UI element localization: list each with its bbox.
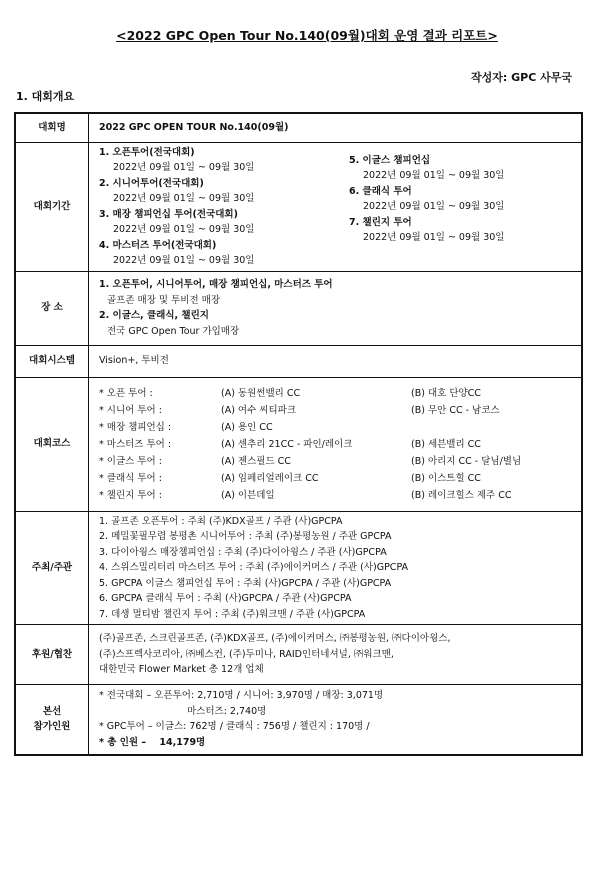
participants-line: * 전국대회 – 오픈투어: 2,710명 / 시니어: 3,970명 / 매장: 3,071명 (99, 690, 384, 702)
period-item-date: 2022년 09월 01일 ~ 09월 30일 (363, 201, 505, 212)
period-item-date: 2022년 09월 01일 ~ 09월 30일 (363, 232, 505, 243)
row-participants (15, 685, 582, 755)
label-period: 대회기간 (15, 142, 89, 271)
period-item-title: 6. 클래식 투어 (349, 185, 412, 197)
period-item-title: 1. 오픈투어(전국대회) (99, 146, 195, 158)
place-title: 1. 오픈투어, 시니어투어, 매장 챔피언십, 마스터즈 투어 (99, 279, 333, 290)
value-host (89, 511, 583, 625)
row-period (15, 142, 582, 271)
course-line: * 매장 챔피언십 : (A) 용인 CC (99, 421, 273, 433)
course-line: * 이글스 투어 : (A) 젠스필드 CC (B) 아리지 CC - 달님/별님 (99, 455, 522, 467)
course-line: * 챌린지 투어 : (A) 이븐데일 (B) 레이크힐스 제주 CC (99, 489, 512, 501)
period-item-date: 2022년 09월 01일 ~ 09월 30일 (113, 224, 255, 235)
period-right-col (349, 145, 573, 269)
host-line: 5. GPCPA 이글스 챔피언십 투어 : 주최 (사)GPCPA / 주관 (사)GPCPA (99, 577, 392, 589)
host-line: 6. GPCPA 클래식 투어 : 주최 (사)GPCPA / 주관 (사)GPCPA (99, 593, 352, 604)
row-course (15, 377, 582, 511)
value-course (89, 377, 583, 511)
course-line: * 시니어 투어 : (A) 여수 씨티파크 (B) 무안 CC - 남코스 (99, 404, 500, 416)
value-participants (89, 685, 583, 755)
place-desc: 골프존 매장 및 투비전 매장 (107, 294, 221, 306)
period-item-title: 2. 시니어투어(전국대회) (99, 177, 204, 189)
period-item-title: 3. 매장 챔피언십 투어(전국대회) (99, 208, 238, 220)
participants-label-line: 참가인원 (33, 721, 71, 733)
section-heading: 1. 대회개요 (16, 90, 75, 103)
label-course: 대회코스 (15, 377, 89, 511)
period-item-date: 2022년 09월 01일 ~ 09월 30일 (113, 255, 255, 266)
sponsor-line: 대한민국 Flower Market 총 12개 업체 (99, 664, 264, 676)
label-place: 장 소 (15, 271, 89, 345)
label-sponsor: 후원/협찬 (15, 625, 89, 685)
host-line: 1. 골프존 오픈투어 : 주최 (주)KDX골프 / 주관 (사)GPCPA (99, 515, 343, 527)
label-host: 주최/주관 (15, 511, 89, 625)
row-system (15, 345, 582, 377)
course-line: * 클래식 투어 : (A) 임페리얼레이크 CC (B) 이스트힐 CC (99, 472, 481, 484)
course-line: * 오픈 투어 : (A) 동원썬밸리 CC (B) 대호 단양CC (99, 387, 481, 399)
participants-label-line: 본선 (42, 705, 62, 717)
value-period (89, 142, 583, 271)
author-line: 작성자: GPC 사무국 (471, 71, 572, 84)
value-sponsor (89, 625, 583, 685)
sponsor-line: (주)골프존, 스크린골프존, (주)KDX골프, (주)에이커머스, ㈜봉평농원, ㈜다이아윙스, (99, 633, 451, 645)
row-host (15, 511, 582, 625)
row-sponsor (15, 625, 582, 685)
label-name: 대회명 (15, 113, 89, 142)
host-line: 7. 데생 멀티밤 챌린지 투어 : 주최 (주)워크맨 / 주관 (사)GPCPA (99, 608, 366, 620)
period-item-title: 7. 챌린지 투어 (349, 216, 412, 228)
place-title: 2. 이글스, 클래식, 챌린지 (99, 310, 209, 321)
label-participants (15, 685, 89, 755)
value-place (89, 271, 583, 345)
period-item-date: 2022년 09월 01일 ~ 09월 30일 (113, 193, 255, 204)
row-name (15, 113, 582, 142)
course-line: * 마스터즈 투어 : (A) 센추리 21CC - 파인/레이크 (B) 세븐밸리 CC (99, 438, 481, 450)
participants-line: 마스터즈: 2,740명 (187, 705, 267, 717)
value-name: 2022 GPC OPEN TOUR No.140(09월) (89, 113, 583, 142)
value-system: Vision+, 투비전 (89, 345, 583, 377)
row-place (15, 271, 582, 345)
host-line: 2. 메밀꽃필무렵 봉평촌 시니어투어 : 주최 (주)봉평농원 / 주관 GPCPA (99, 531, 392, 542)
period-item-title: 5. 이글스 챔피언십 (349, 154, 431, 166)
host-line: 4. 스위스밀리터리 마스터즈 투어 : 주최 (주)에이커머스 / 주관 (사)GPCPA (99, 562, 409, 573)
host-line: 3. 다이아윙스 매장챔피언십 : 주최 (주)다이아윙스 / 주관 (사)GPCPA (99, 546, 387, 558)
period-left-col (99, 145, 349, 269)
place-desc: 전국 GPC Open Tour 가입매장 (107, 325, 240, 337)
period-item-date: 2022년 09월 01일 ~ 09월 30일 (113, 162, 255, 173)
period-item-date: 2022년 09월 01일 ~ 09월 30일 (363, 170, 505, 181)
overview-table (14, 112, 583, 756)
participants-total: * 총 인원 – 14,179명 (99, 736, 206, 748)
participants-line: * GPC투어 – 이글스: 762명 / 클래식 : 756명 / 챌린지 : 170명 / (99, 721, 370, 733)
label-system: 대회시스템 (15, 345, 89, 377)
sponsor-line: (주)스프렉사코리아, ㈜베스컨, (주)두미나, RAID인터네셔널, ㈜워크맨, (99, 648, 394, 660)
document-title: <2022 GPC Open Tour No.140(09월)대회 운영 결과 리포트> (116, 28, 498, 43)
period-item-title: 4. 마스터즈 투어(전국대회) (99, 239, 217, 251)
